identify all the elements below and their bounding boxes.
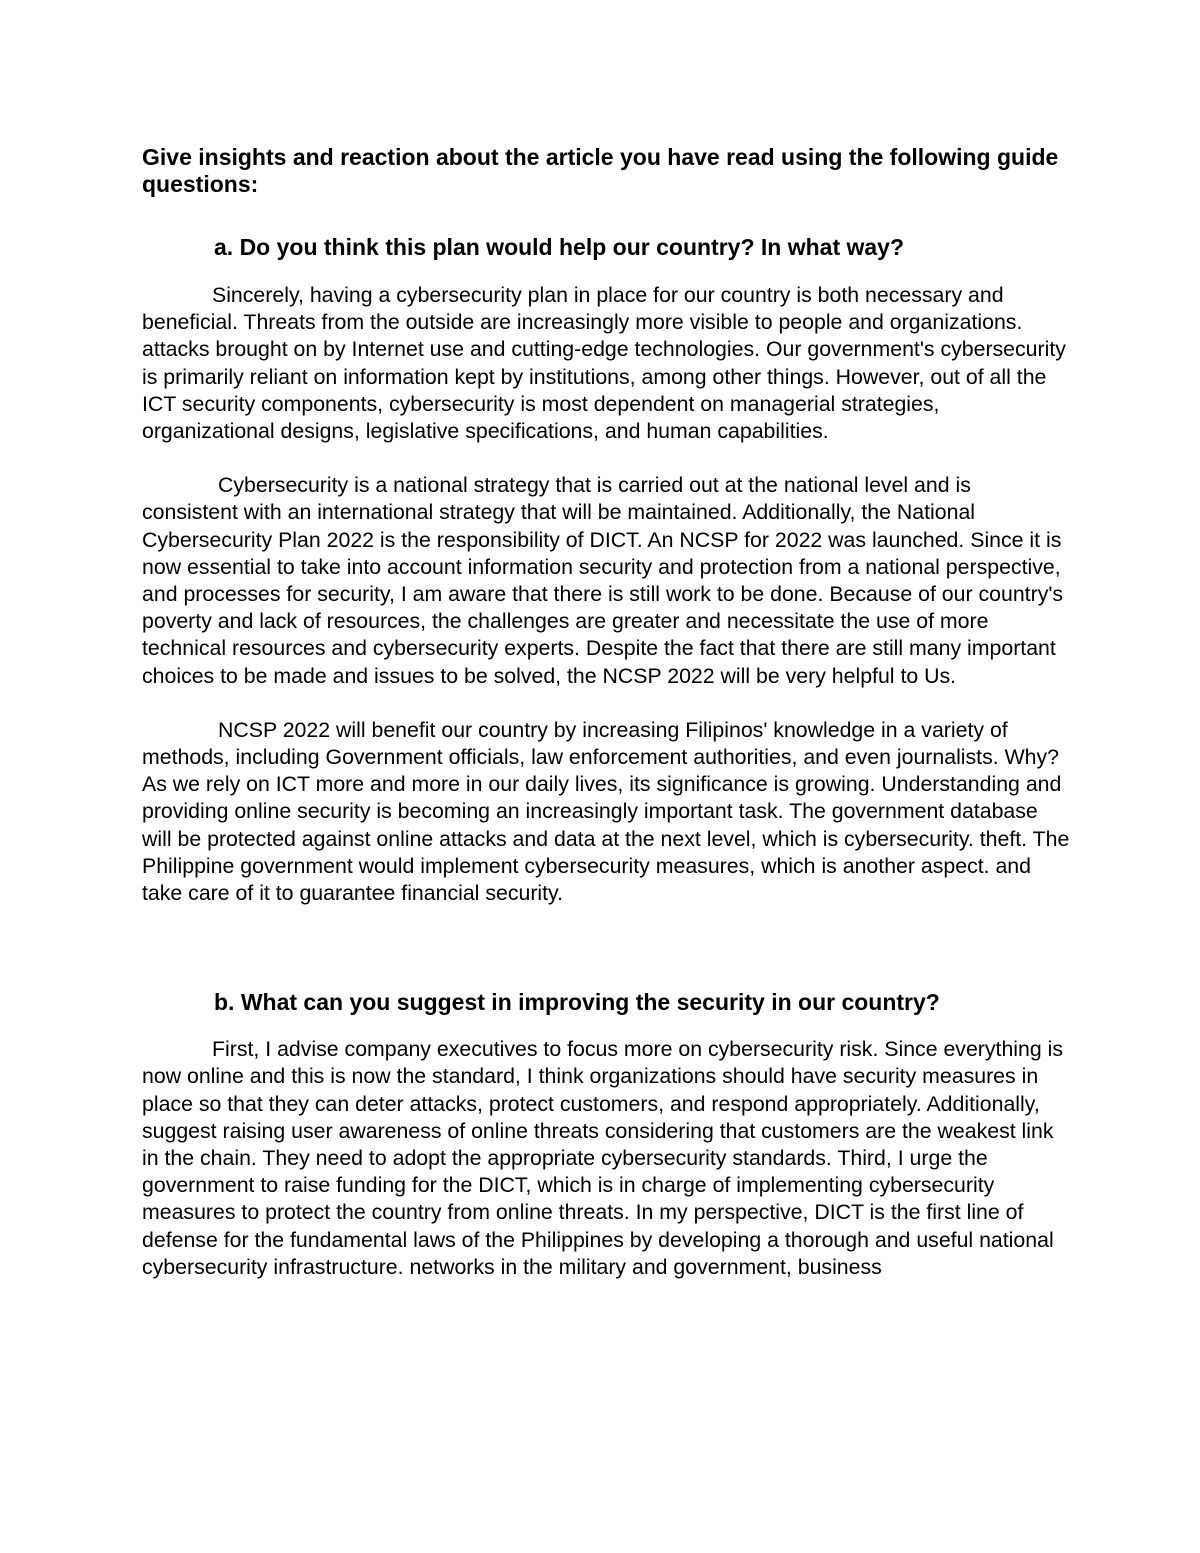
answer-b-paragraph-1: First, I advise company executives to focus more on cybersecurity risk. Since everything is now online and this is now the standard, I think organizations should have security measures in place so that they can deter attacks, protect customers, and respond appropriately. Additionally, suggest raising user awareness of online threats considering that customers are the weakest link in the chain. They need to adopt the appropriate cybersecurity standards. Third, I urge the government to raise funding for the DICT, which is in charge of implementing cybersecurity measures to protect the country from online threats. In my perspective, DICT is the first line of defense for the fundamental laws of the Philippines by developing a thorough and useful national cybersecurity infrastructure. networks in the military and government, business xyxy=(142,1037,1064,1279)
answer-a-paragraph-3: NCSP 2022 will benefit our country by increasing Filipinos' knowledge in a variety of methods, including Government officials, law enforcement authorities, and even journalists. Why? As we rely on ICT more and more in our daily lives, its significance is growing. Understanding and providing online security is becoming an increasingly important task. The government database will be protected against online attacks and data at the next level, which is cybersecurity. theft. The Philippine government would implement cybersecurity measures, which is another aspect. and take care of it to guarantee financial security. xyxy=(142,717,1070,906)
question-b: b. What can you suggest in improving the security in our country? xyxy=(214,989,940,1016)
answer-a-paragraph-1: Sincerely, having a cybersecurity plan in place for our country is both necessary and beneficial. Threats from the outside are increasingly more visible to people and organizations. attacks brought on by Internet use and cutting-edge technologies. Our government's cybersecurity is primarily reliant on information kept by institutions, among other things. However, out of all the ICT security components, cybersecurity is most dependent on managerial strategies, organizational designs, legislative specifications, and human capabilities. xyxy=(142,283,1066,444)
question-a: a. Do you think this plan would help our country? In what way? xyxy=(214,234,905,260)
document-page xyxy=(142,144,1072,1281)
intro-heading: Give insights and reaction about the article you have read using the following guide questions: xyxy=(142,144,1059,197)
answer-a-paragraph-2: Cybersecurity is a national strategy that is carried out at the national level and is consistent with an international strategy that will be maintained. Additionally, the National Cybersecurity Plan 2022 is the responsibility of DICT. An NCSP for 2022 was launched. Since it is now essential to take into account information security and protection from a national perspective, and processes for security, I am aware that there is still work to be done. Because of our country's poverty and lack of resources, the challenges are greater and necessitate the use of more technical resources and cybersecurity experts. Despite the fact that there are still many important choices to be made and issues to be solved, the NCSP 2022 will be very helpful to Us. xyxy=(142,473,1064,688)
